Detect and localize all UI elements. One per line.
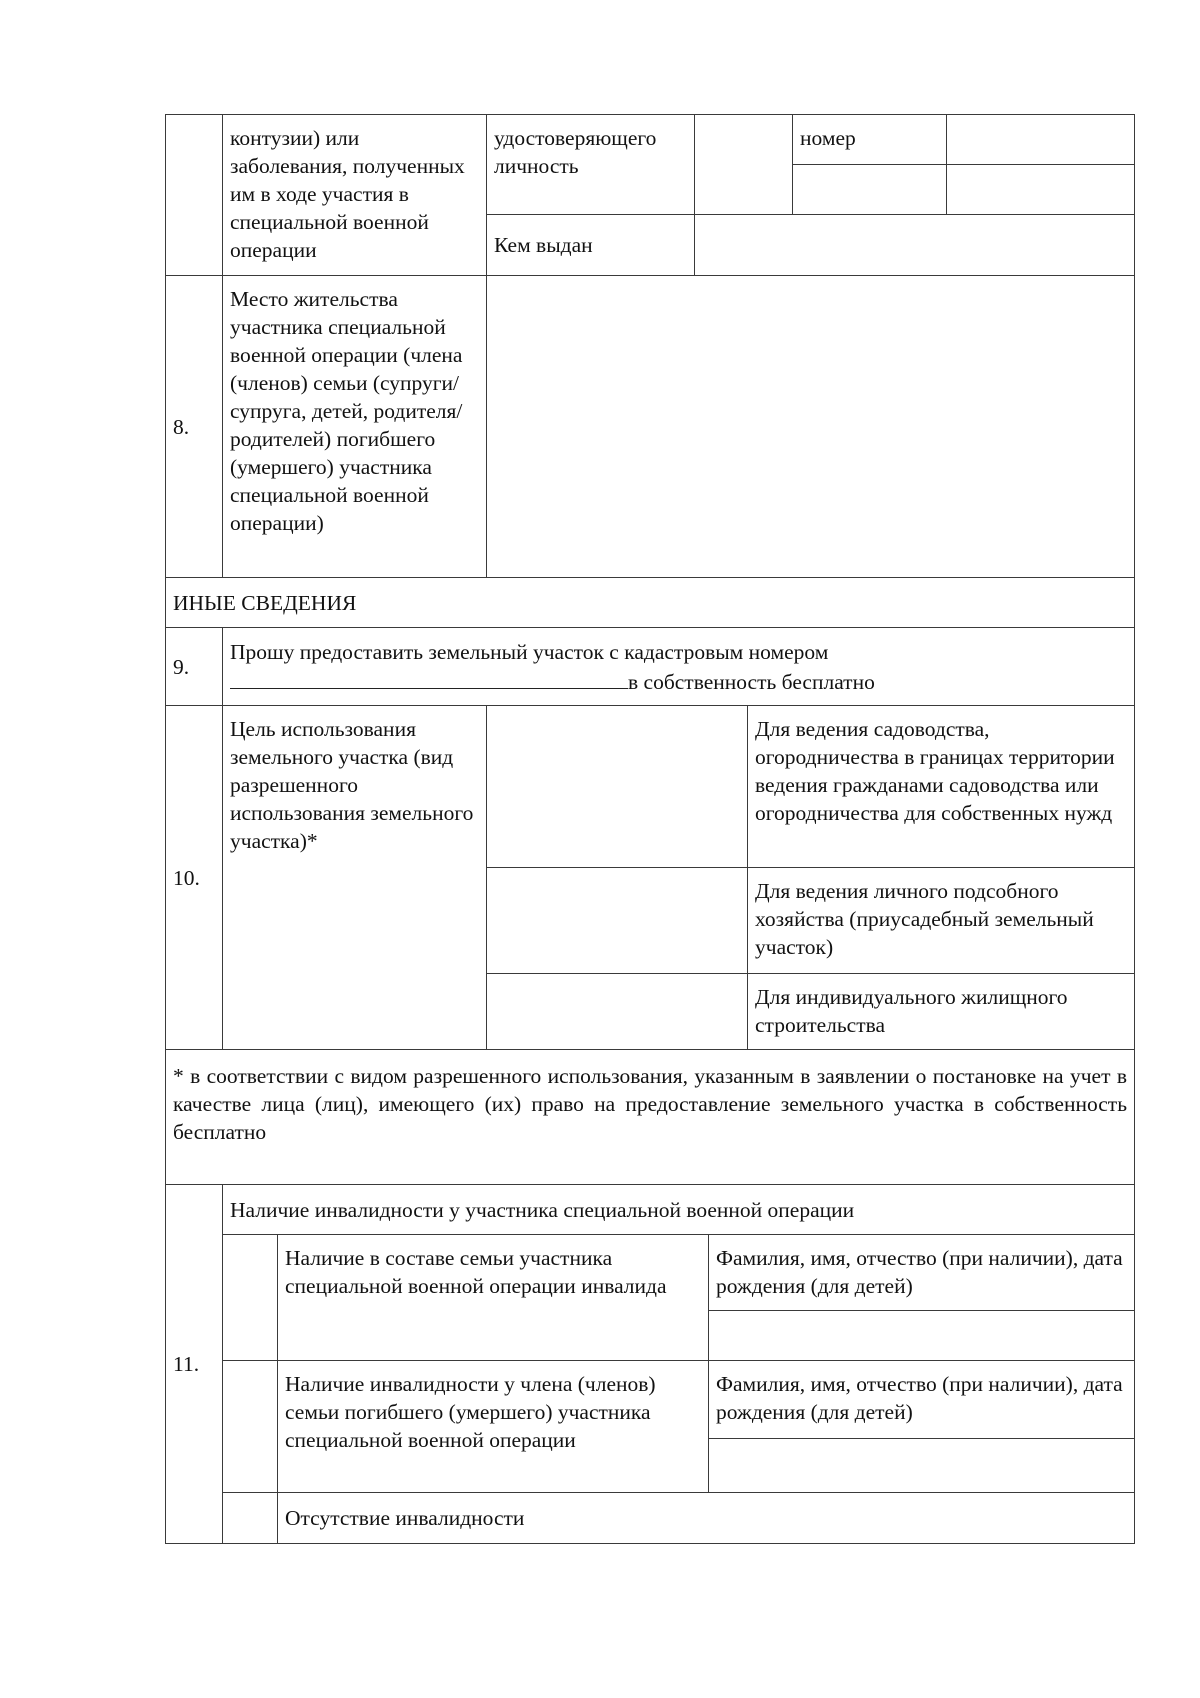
option-gardening-label: Для ведения садоводства, огородничества в границах территории ведения гражданами садоводства или огородничества для собственных нужд <box>747 705 1135 868</box>
option-household-label: Для ведения личного подсобного хозяйства (приусадебный земельный участок) <box>747 867 1135 974</box>
option-gardening-checkbox[interactable] <box>486 705 748 868</box>
doc-label-cell: удостоверяющего личность <box>486 114 695 215</box>
fio-label-2: Фамилия, имя, отчество (при наличии), дата рождения (для детей) <box>708 1360 1135 1439</box>
number-field-left[interactable] <box>792 164 947 215</box>
deceased-family-disabled-label: Наличие инвалидности у члена (членов) семьи погибшего (умершего) участника специальной военной операции <box>277 1360 709 1493</box>
row10-label: Цель использования земельного участка (вид разрешенного использования земельного участка)* <box>222 705 487 1050</box>
option-household-checkbox[interactable] <box>486 867 748 974</box>
deceased-family-disabled-checkbox[interactable] <box>222 1360 278 1493</box>
fio-field-2[interactable] <box>708 1438 1135 1493</box>
doc-series-field[interactable] <box>694 114 793 215</box>
row9-line2-suffix: в собственность бесплатно <box>628 670 875 694</box>
fio-label-1: Фамилия, имя, отчество (при наличии), дата рождения (для детей) <box>708 1234 1135 1311</box>
number-field-top[interactable] <box>946 114 1135 165</box>
row7-num-cell <box>165 114 223 276</box>
issued-by-label: Кем выдан <box>486 214 695 276</box>
issued-by-field[interactable] <box>694 214 1135 276</box>
row7-label: контузии) или заболевания, полученных им в ходе участия в специальной военной операции <box>222 114 487 276</box>
number-field-right[interactable] <box>946 164 1135 215</box>
disability-participant-label: Наличие инвалидности у участника специальной военной операции <box>222 1184 1135 1235</box>
no-disability-checkbox[interactable] <box>222 1492 278 1544</box>
residence-field[interactable] <box>486 275 1135 578</box>
row8-label: Место жительства участника специальной военной операции (члена (членов) семьи (супруги/супруга, детей, родителя/родителей) погибшего (умершего) участника специальной военной операции) <box>222 275 487 578</box>
row9-text-cell <box>222 627 1135 706</box>
family-disabled-label: Наличие в составе семьи участника специальной военной операции инвалида <box>277 1234 709 1361</box>
row10-num: 10. <box>165 705 223 1050</box>
option-housing-label: Для индивидуального жилищного строительства <box>747 973 1135 1050</box>
row9-line1: Прошу предоставить земельный участок с кадастровым номером <box>230 640 829 664</box>
row8-num: 8. <box>165 275 223 578</box>
footnote: * в соответствии с видом разрешенного использования, указанным в заявлении о постановке на учет в качестве лица (лиц), имеющего (их) право на предоставление земельного участка в собственность бесплатно <box>165 1049 1135 1185</box>
option-housing-checkbox[interactable] <box>486 973 748 1050</box>
cadastral-number-field[interactable] <box>230 666 628 689</box>
family-disabled-checkbox[interactable] <box>222 1234 278 1361</box>
row9-line2 <box>230 666 1127 696</box>
section-title: ИНЫЕ СВЕДЕНИЯ <box>165 577 1135 628</box>
row9-num: 9. <box>165 627 223 706</box>
fio-field-1[interactable] <box>708 1310 1135 1361</box>
row11-num: 11. <box>165 1184 223 1544</box>
number-label-cell: номер <box>792 114 947 165</box>
no-disability-label: Отсутствие инвалидности <box>277 1492 1135 1544</box>
